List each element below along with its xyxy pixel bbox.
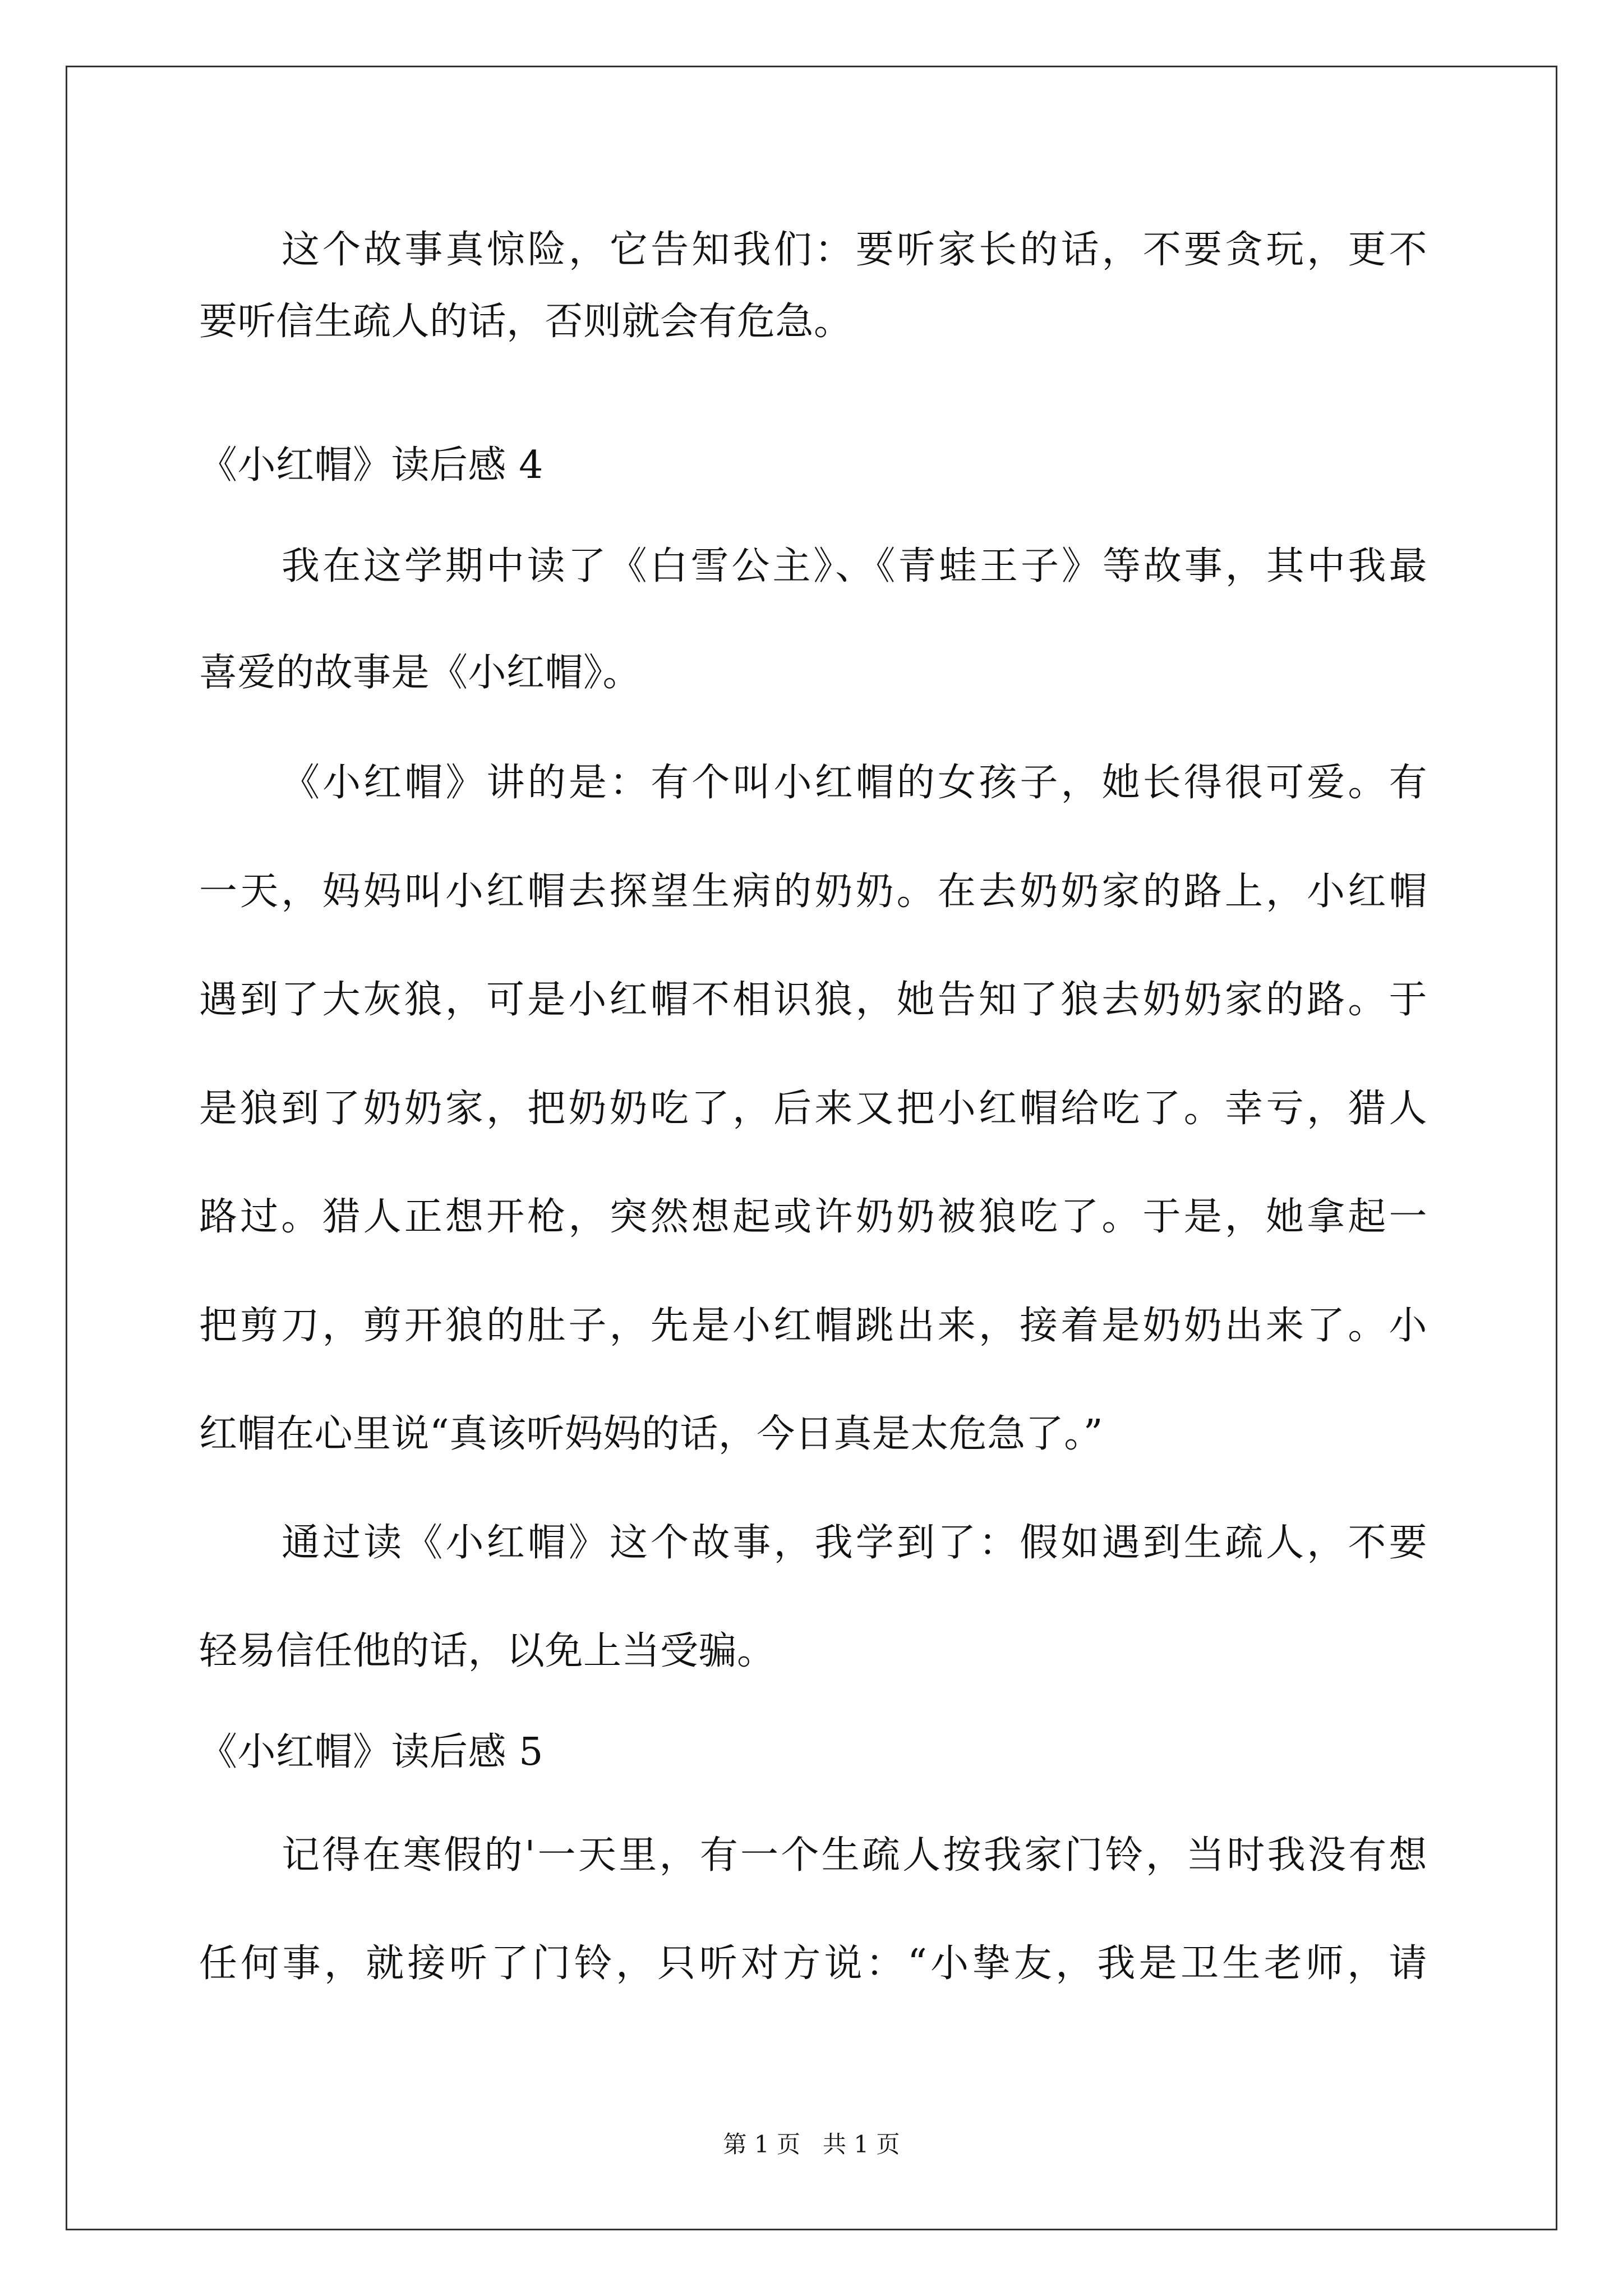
paragraph-line: 通过读《小红帽》这个故事，我学到了：假如遇到生疏人，不要 [282,1521,1427,1565]
paragraph-line: 要听信生疏人的话，否则就会有危急。 [199,300,852,344]
paragraph-line: 把剪刀，剪开狼的肚子，先是小红帽跳出来，接着是奶奶出来了。小 [199,1304,1427,1348]
paragraph-line: 遇到了大灰狼，可是小红帽不相识狼，她告知了狼去奶奶家的路。于 [199,978,1427,1022]
paragraph-line: 红帽在心里说“真该听妈妈的话，今日真是太危急了。” [199,1412,1104,1456]
paragraph-line: 这个故事真惊险，它告知我们：要听家长的话，不要贪玩，更不 [282,228,1427,272]
paragraph-line: 路过。猎人正想开枪，突然想起或许奶奶被狼吃了。于是，她拿起一 [199,1195,1427,1239]
section-heading: 《小红帽》读后感 4 [199,443,543,487]
paragraph-line: 任何事，就接听了门铃，只听对方说：“小挚友，我是卫生老师，请 [199,1941,1427,1986]
paragraph-line: 喜爱的故事是《小红帽》。 [199,651,642,695]
paragraph-line: 轻易信任他的话，以免上当受骗。 [199,1629,776,1673]
paragraph-line: 是狼到了奶奶家，把奶奶吃了，后来又把小红帽给吃了。幸亏，猎人 [199,1087,1427,1131]
paragraph-line: 一天，妈妈叫小红帽去探望生病的奶奶。在去奶奶家的路上，小红帽 [199,869,1427,914]
paragraph-line: 我在这学期中读了《白雪公主》、《青蛙王子》等故事，其中我最 [282,544,1427,588]
paragraph-line: 记得在寒假的'一天里，有一个生疏人按我家门铃，当时我没有想 [282,1833,1427,1878]
section-heading: 《小红帽》读后感 5 [199,1730,543,1774]
page-border [66,66,1557,2230]
paragraph-line: 《小红帽》讲的是：有个叫小红帽的女孩子，她长得很可爱。有 [282,761,1427,805]
page-footer: 第 1 页 共 1 页 [723,2131,900,2158]
